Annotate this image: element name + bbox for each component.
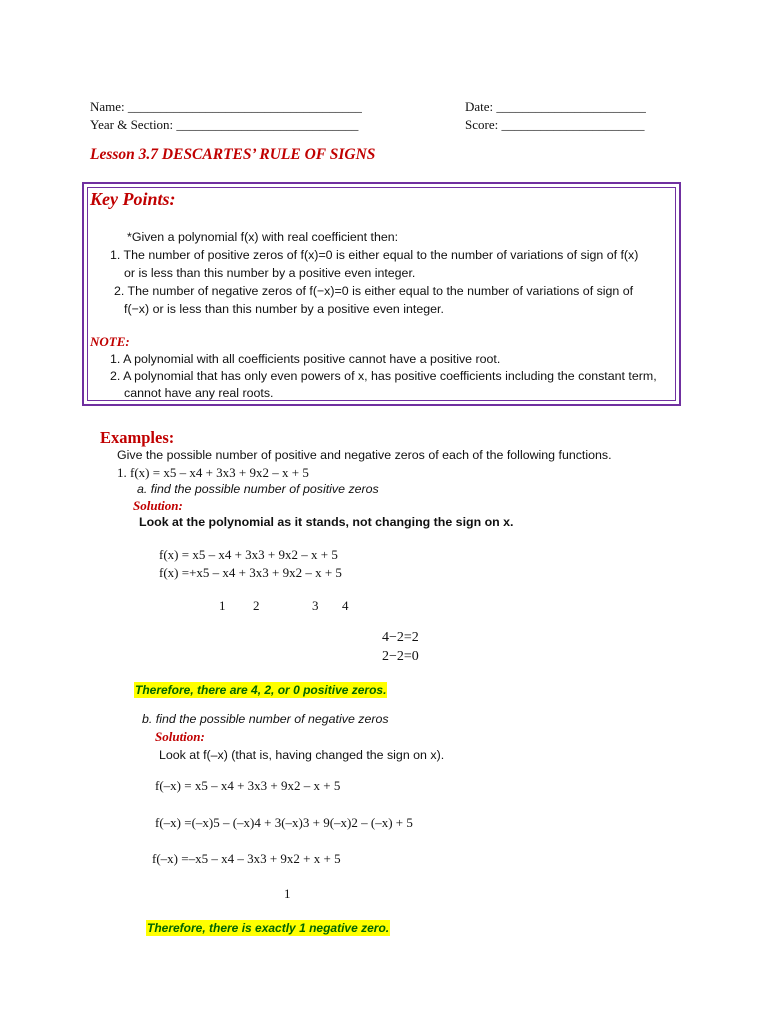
equation-a2: f(x) =+x5 – x4 + 3x3 + 9x2 – x + 5 [159,565,342,580]
note-label: NOTE: [90,334,130,349]
equation-b1: f(–x) = x5 – x4 + 3x3 + 9x2 – x + 5 [155,778,341,793]
calculation-1: 4−2=2 [382,630,419,645]
key-point-2-line1: 2. The number of negative zeros of f(−x)=0 is either equal to the number of variations of sign of [114,284,634,298]
look-b-text: Look at f(–x) (that is, having changed the sign on x). [159,748,445,762]
name-field-label: Name: ____________________________________ [90,99,362,114]
solution-b-label: Solution: [155,729,205,744]
equation-b2: f(–x) =(–x)5 – (–x)4 + 3(–x)3 + 9(–x)2 – (–x) + 5 [155,815,413,830]
sign-change-count-2: 2 [253,598,260,613]
calculation-2: 2−2=0 [382,649,419,664]
solution-a-label: Solution: [133,498,183,513]
example-problem: 1. f(x) = x5 – x4 + 3x3 + 9x2 – x + 5 [117,465,309,480]
equation-a1: f(x) = x5 – x4 + 3x3 + 9x2 – x + 5 [159,547,338,562]
key-point-1-line1: 1. The number of positive zeros of f(x)=0 is either equal to the number of variations of sign of f(x) [110,248,639,262]
key-points-heading: Key Points: [90,189,176,209]
key-point-1-line2: or is less than this number by a positive even integer. [124,266,416,280]
examples-instruction: Give the possible number of positive and negative zeros of each of the following functions. [117,448,612,462]
result-a: Therefore, there are 4, 2, or 0 positive zeros. [135,683,387,697]
note-1: 1. A polynomial with all coefficients positive cannot have a positive root. [110,352,501,366]
part-a-prompt: a. find the possible number of positive zeros [137,482,379,496]
note-2-line2: cannot have any real roots. [124,386,274,400]
lesson-title: Lesson 3.7 DESCARTES’ RULE OF SIGNS [90,146,376,163]
equation-b3: f(–x) =–x5 – x4 – 3x3 + 9x2 + x + 5 [152,851,341,866]
sign-change-count-4: 4 [342,598,349,613]
note-2-line1: 2. A polynomial that has only even powers of x, has positive coefficients including the constant term, [110,369,657,383]
year-section-field-label: Year & Section: ____________________________ [90,117,359,132]
key-point-2-line2: f(−x) or is less than this number by a positive even integer. [124,302,444,316]
examples-heading: Examples: [100,428,175,447]
part-b-prompt: b. find the possible number of negative zeros [142,712,389,726]
sign-change-count-1: 1 [219,598,226,613]
sign-change-count-b: 1 [284,886,291,901]
date-field-label: Date: _______________________ [465,99,646,114]
key-points-intro: *Given a polynomial f(x) with real coefficient then: [127,230,399,244]
sign-change-count-3: 3 [312,598,319,613]
look-a-text: Look at the polynomial as it stands, not changing the sign on x. [139,515,514,529]
score-field-label: Score: ______________________ [465,117,645,132]
result-b: Therefore, there is exactly 1 negative zero. [147,921,390,935]
